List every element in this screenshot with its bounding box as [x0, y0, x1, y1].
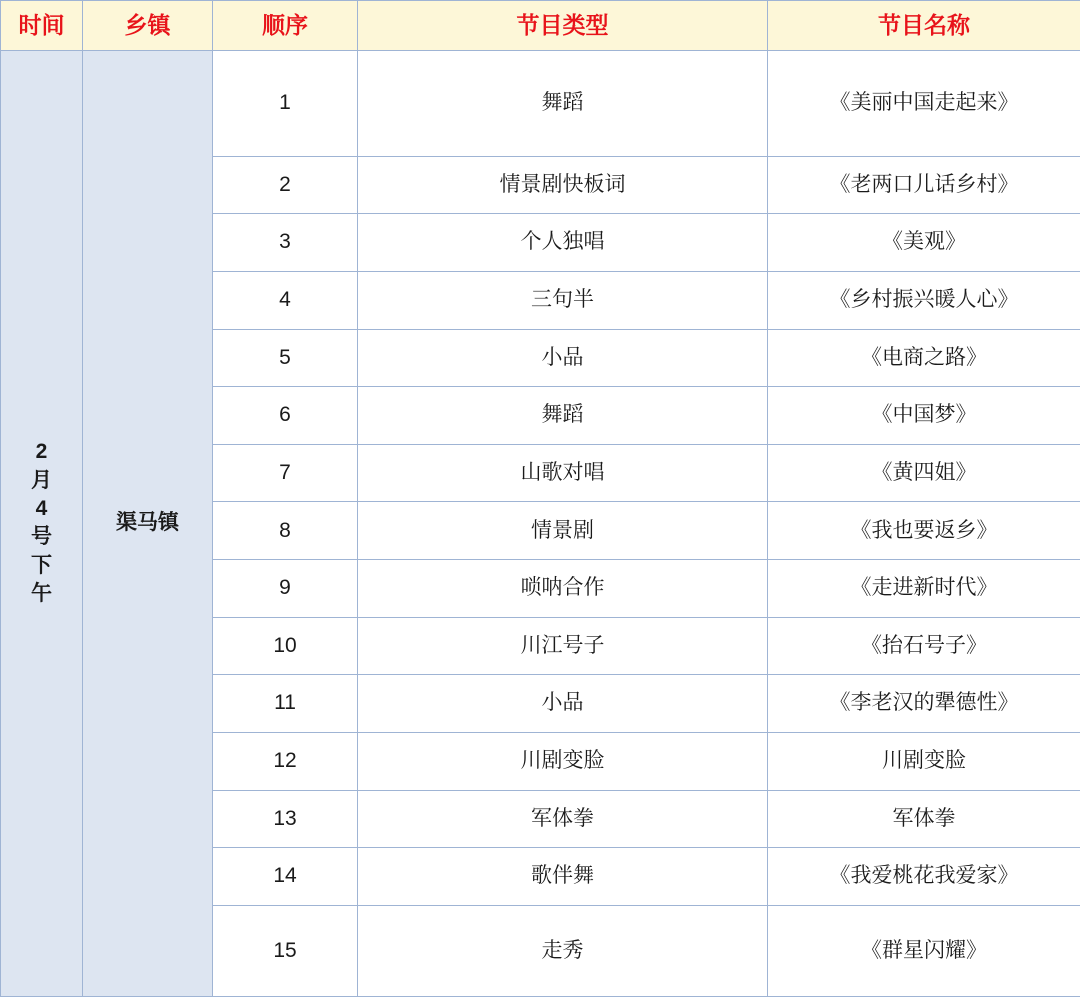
- cell-program-type: 军体拳: [358, 790, 768, 848]
- table-header-row: [1, 1, 1080, 51]
- cell-program-name: 《乡村振兴暖人心》: [768, 271, 1080, 329]
- cell-program-name: 《老两口儿话乡村》: [768, 156, 1080, 214]
- cell-order: 6: [213, 387, 358, 445]
- cell-order: 2: [213, 156, 358, 214]
- cell-program-name: 《美观》: [768, 214, 1080, 272]
- cell-program-type: 唢呐合作: [358, 560, 768, 618]
- cell-program-type: 走秀: [358, 905, 768, 996]
- cell-program-name: 川剧变脸: [768, 732, 1080, 790]
- cell-program-type: 川江号子: [358, 617, 768, 675]
- cell-order: 7: [213, 444, 358, 502]
- cell-program-type: 小品: [358, 675, 768, 733]
- cell-program-name: 《美丽中国走起来》: [768, 50, 1080, 156]
- cell-order: 15: [213, 905, 358, 996]
- cell-order: 9: [213, 560, 358, 618]
- cell-program-type: 歌伴舞: [358, 848, 768, 906]
- cell-order: 13: [213, 790, 358, 848]
- cell-order: 10: [213, 617, 358, 675]
- header-name: 节目名称: [768, 1, 1080, 51]
- cell-order: 1: [213, 50, 358, 156]
- header-order: 顺序: [213, 1, 358, 51]
- cell-program-name: 《走进新时代》: [768, 560, 1080, 618]
- cell-program-type: 个人独唱: [358, 214, 768, 272]
- cell-program-type: 山歌对唱: [358, 444, 768, 502]
- cell-program-type: 舞蹈: [358, 50, 768, 156]
- cell-program-name: 《抬石号子》: [768, 617, 1080, 675]
- cell-order: 5: [213, 329, 358, 387]
- header-time: 时间: [1, 1, 83, 51]
- table-row: [1, 50, 1080, 156]
- header-town: 乡镇: [83, 1, 213, 51]
- cell-order: 8: [213, 502, 358, 560]
- cell-program-name: 军体拳: [768, 790, 1080, 848]
- cell-order: 11: [213, 675, 358, 733]
- cell-program-name: 《我爱桃花我爱家》: [768, 848, 1080, 906]
- cell-program-type: 舞蹈: [358, 387, 768, 445]
- header-type: 节目类型: [358, 1, 768, 51]
- cell-program-name: 《我也要返乡》: [768, 502, 1080, 560]
- cell-time: [1, 50, 83, 996]
- cell-town: 渠马镇: [83, 50, 213, 996]
- cell-order: 14: [213, 848, 358, 906]
- cell-order: 3: [213, 214, 358, 272]
- cell-program-name: 《中国梦》: [768, 387, 1080, 445]
- cell-program-name: 《电商之路》: [768, 329, 1080, 387]
- cell-program-type: 情景剧: [358, 502, 768, 560]
- cell-order: 12: [213, 732, 358, 790]
- cell-order: 4: [213, 271, 358, 329]
- cell-program-name: 《李老汉的犟德性》: [768, 675, 1080, 733]
- cell-program-type: 三句半: [358, 271, 768, 329]
- time-label: 2月4号下午: [31, 440, 52, 605]
- cell-program-type: 川剧变脸: [358, 732, 768, 790]
- cell-program-name: 《黄四姐》: [768, 444, 1080, 502]
- cell-program-name: 《群星闪耀》: [768, 905, 1080, 996]
- cell-program-type: 情景剧快板词: [358, 156, 768, 214]
- cell-program-type: 小品: [358, 329, 768, 387]
